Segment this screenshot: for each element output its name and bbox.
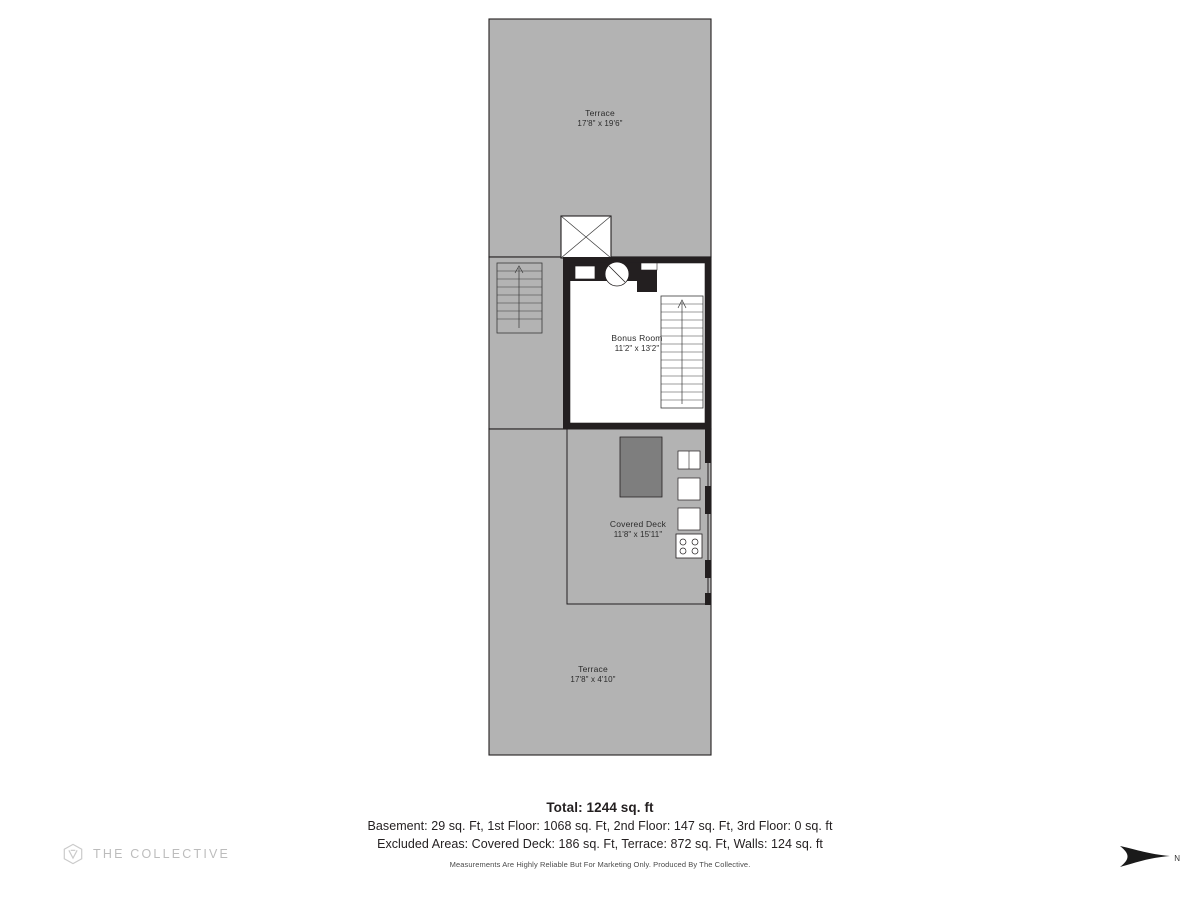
room-dimensions: 11'2" x 13'2": [614, 343, 660, 353]
room-name: Terrace: [585, 108, 615, 118]
total-area-text: Total: 1244 sq. ft: [546, 800, 654, 815]
exterior-stair-icon: [497, 263, 542, 333]
room-name: Covered Deck: [609, 519, 667, 529]
compass: [1118, 840, 1180, 874]
excluded-areas-line: Excluded Areas: Covered Deck: 186 sq. Ft, Terrace: 872 sq. Ft, Walls: 124 sq. ft: [377, 837, 823, 852]
room-dimensions: 17'8" x 4'10": [570, 674, 616, 684]
roof-hatch-icon: [561, 216, 611, 258]
disclaimer-text: Measurements Are Highly Reliable But For Marketing Only. Produced By The Collective.: [449, 860, 751, 870]
room-name: Bonus Room: [611, 333, 663, 343]
room-name: Terrace: [578, 664, 608, 674]
interior-stair-icon: [661, 296, 703, 408]
hexagon-monogram-icon: [62, 843, 84, 865]
compass-label: N: [1174, 854, 1180, 863]
wall-joint-marks: [563, 423, 711, 429]
floor-breakdown-line-1: Basement: 29 sq. Ft, 1st Floor: 1068 sq. Ft, 2nd Floor: 147 sq. Ft, 3rd Floor: 0 sq. ft: [367, 819, 833, 833]
brand-name: THE COLLECTIVE: [93, 847, 231, 861]
north-arrow-icon: [1118, 840, 1180, 874]
covered-deck-structure: [567, 429, 711, 605]
room-dimensions: 11'8" x 15'11": [613, 529, 663, 539]
brand-logo: [62, 843, 230, 865]
room-dimensions: 17'8" x 19'6": [577, 118, 623, 128]
